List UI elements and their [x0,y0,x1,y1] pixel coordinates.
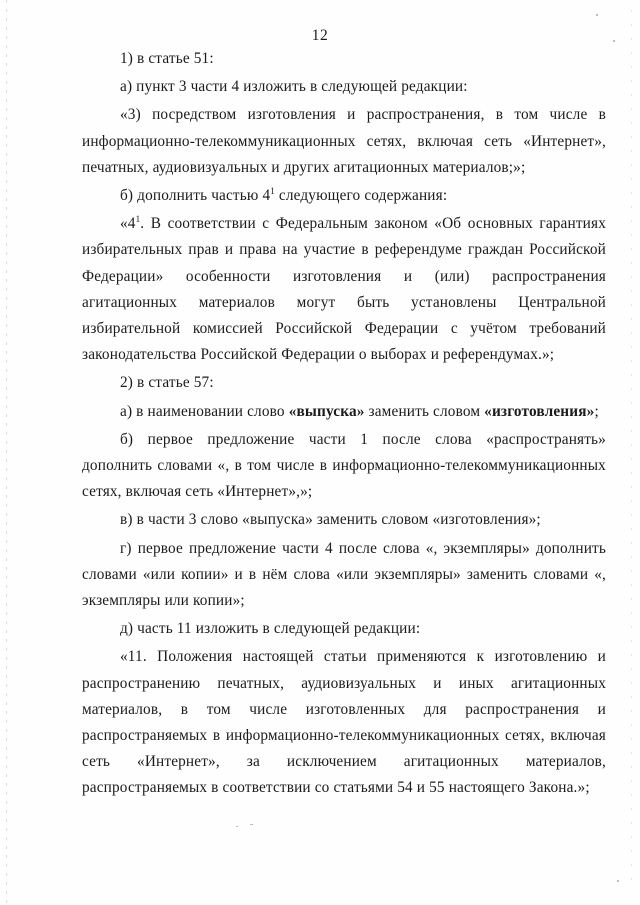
paragraph-item-g-57: г) первое предложение части 4 после слова «, экземпляры» дополнить словами «или копии» и в нём слова «или экземпляры» заменить словами «, экземпляры или копии»; [82,539,606,610]
paragraph-item-a-57 [82,399,606,425]
paragraph-article-57: 2) в статье 57: [120,374,214,392]
text-run: а) в наименовании слово [120,402,289,420]
text-run: заменить словом [364,402,485,420]
bold-text: «выпуска» [288,402,365,420]
paragraph-quote-point-3: «3) посредством изготовления и распространения, в том числе в информационно-телекоммуникационных сетях, включая сеть «Интернет», печатных, аудиовизуальных и других агитационных материалов;»; [82,106,606,176]
superscript: 1 [270,186,275,197]
text-run: . В соответствии с Федеральным законом «Об основных гарантиях избирательных прав и права на участие в референдуме граждан Российской Федерации» особенности изготовления и (или) распространения агитационных материалов могут быть установлены Центральной избирательной комиссией Российской Федерации с учётом требований законодательства Российской Федерации о выборах и референдумах.»; [82,215,606,364]
scan-speck [617,880,619,882]
paragraph-quote-part-4-1 [82,211,606,368]
scan-speck [236,826,238,827]
paragraph-quote-part-11: «11. Положения настоящей статьи применяются к изготовлению и распространению печатных, аудиовизуальных и иных агитационных материалов, в том числе изготовленных для распространения и распространяемых в информационно-телекоммуникационных сетях, включая сеть «Интернет», за исключением агитационных материалов, распространяемых в соответствии со статьями 54 и 55 настоящего Закона.»; [82,648,606,797]
paragraph-item-a-51: а) пункт 3 части 4 изложить в следующей редакции: [120,78,468,96]
paragraph-item-b-57: б) первое предложение части 1 после слова «распространять» дополнить словами «, в том числе в информационно-телекоммуникационных сетях, включая сеть «Интернет»,»; [82,430,606,501]
document-body [82,46,606,802]
page-number: 12 [311,27,329,44]
scan-speck [250,824,253,825]
paragraph-item-v-57: в) в части 3 слово «выпуска» заменить словом «изготовления»; [120,511,541,529]
paragraph-article-51: 1) в статье 51: [120,50,214,67]
scan-edge-right [631,10,632,890]
text-run: «4 [120,215,136,233]
paragraph-item-d-57: д) часть 11 изложить в следующей редакции: [120,620,421,638]
text-run: ; [594,402,599,420]
text-run: б) дополнить частью 4 [120,187,271,205]
bold-text: «изготовления» [484,402,595,420]
scan-speck [596,14,598,16]
text-run: следующего содержания: [274,187,448,205]
superscript: 1 [135,214,141,225]
paragraph-item-b-51 [82,183,606,209]
scan-edge-left [6,0,7,905]
